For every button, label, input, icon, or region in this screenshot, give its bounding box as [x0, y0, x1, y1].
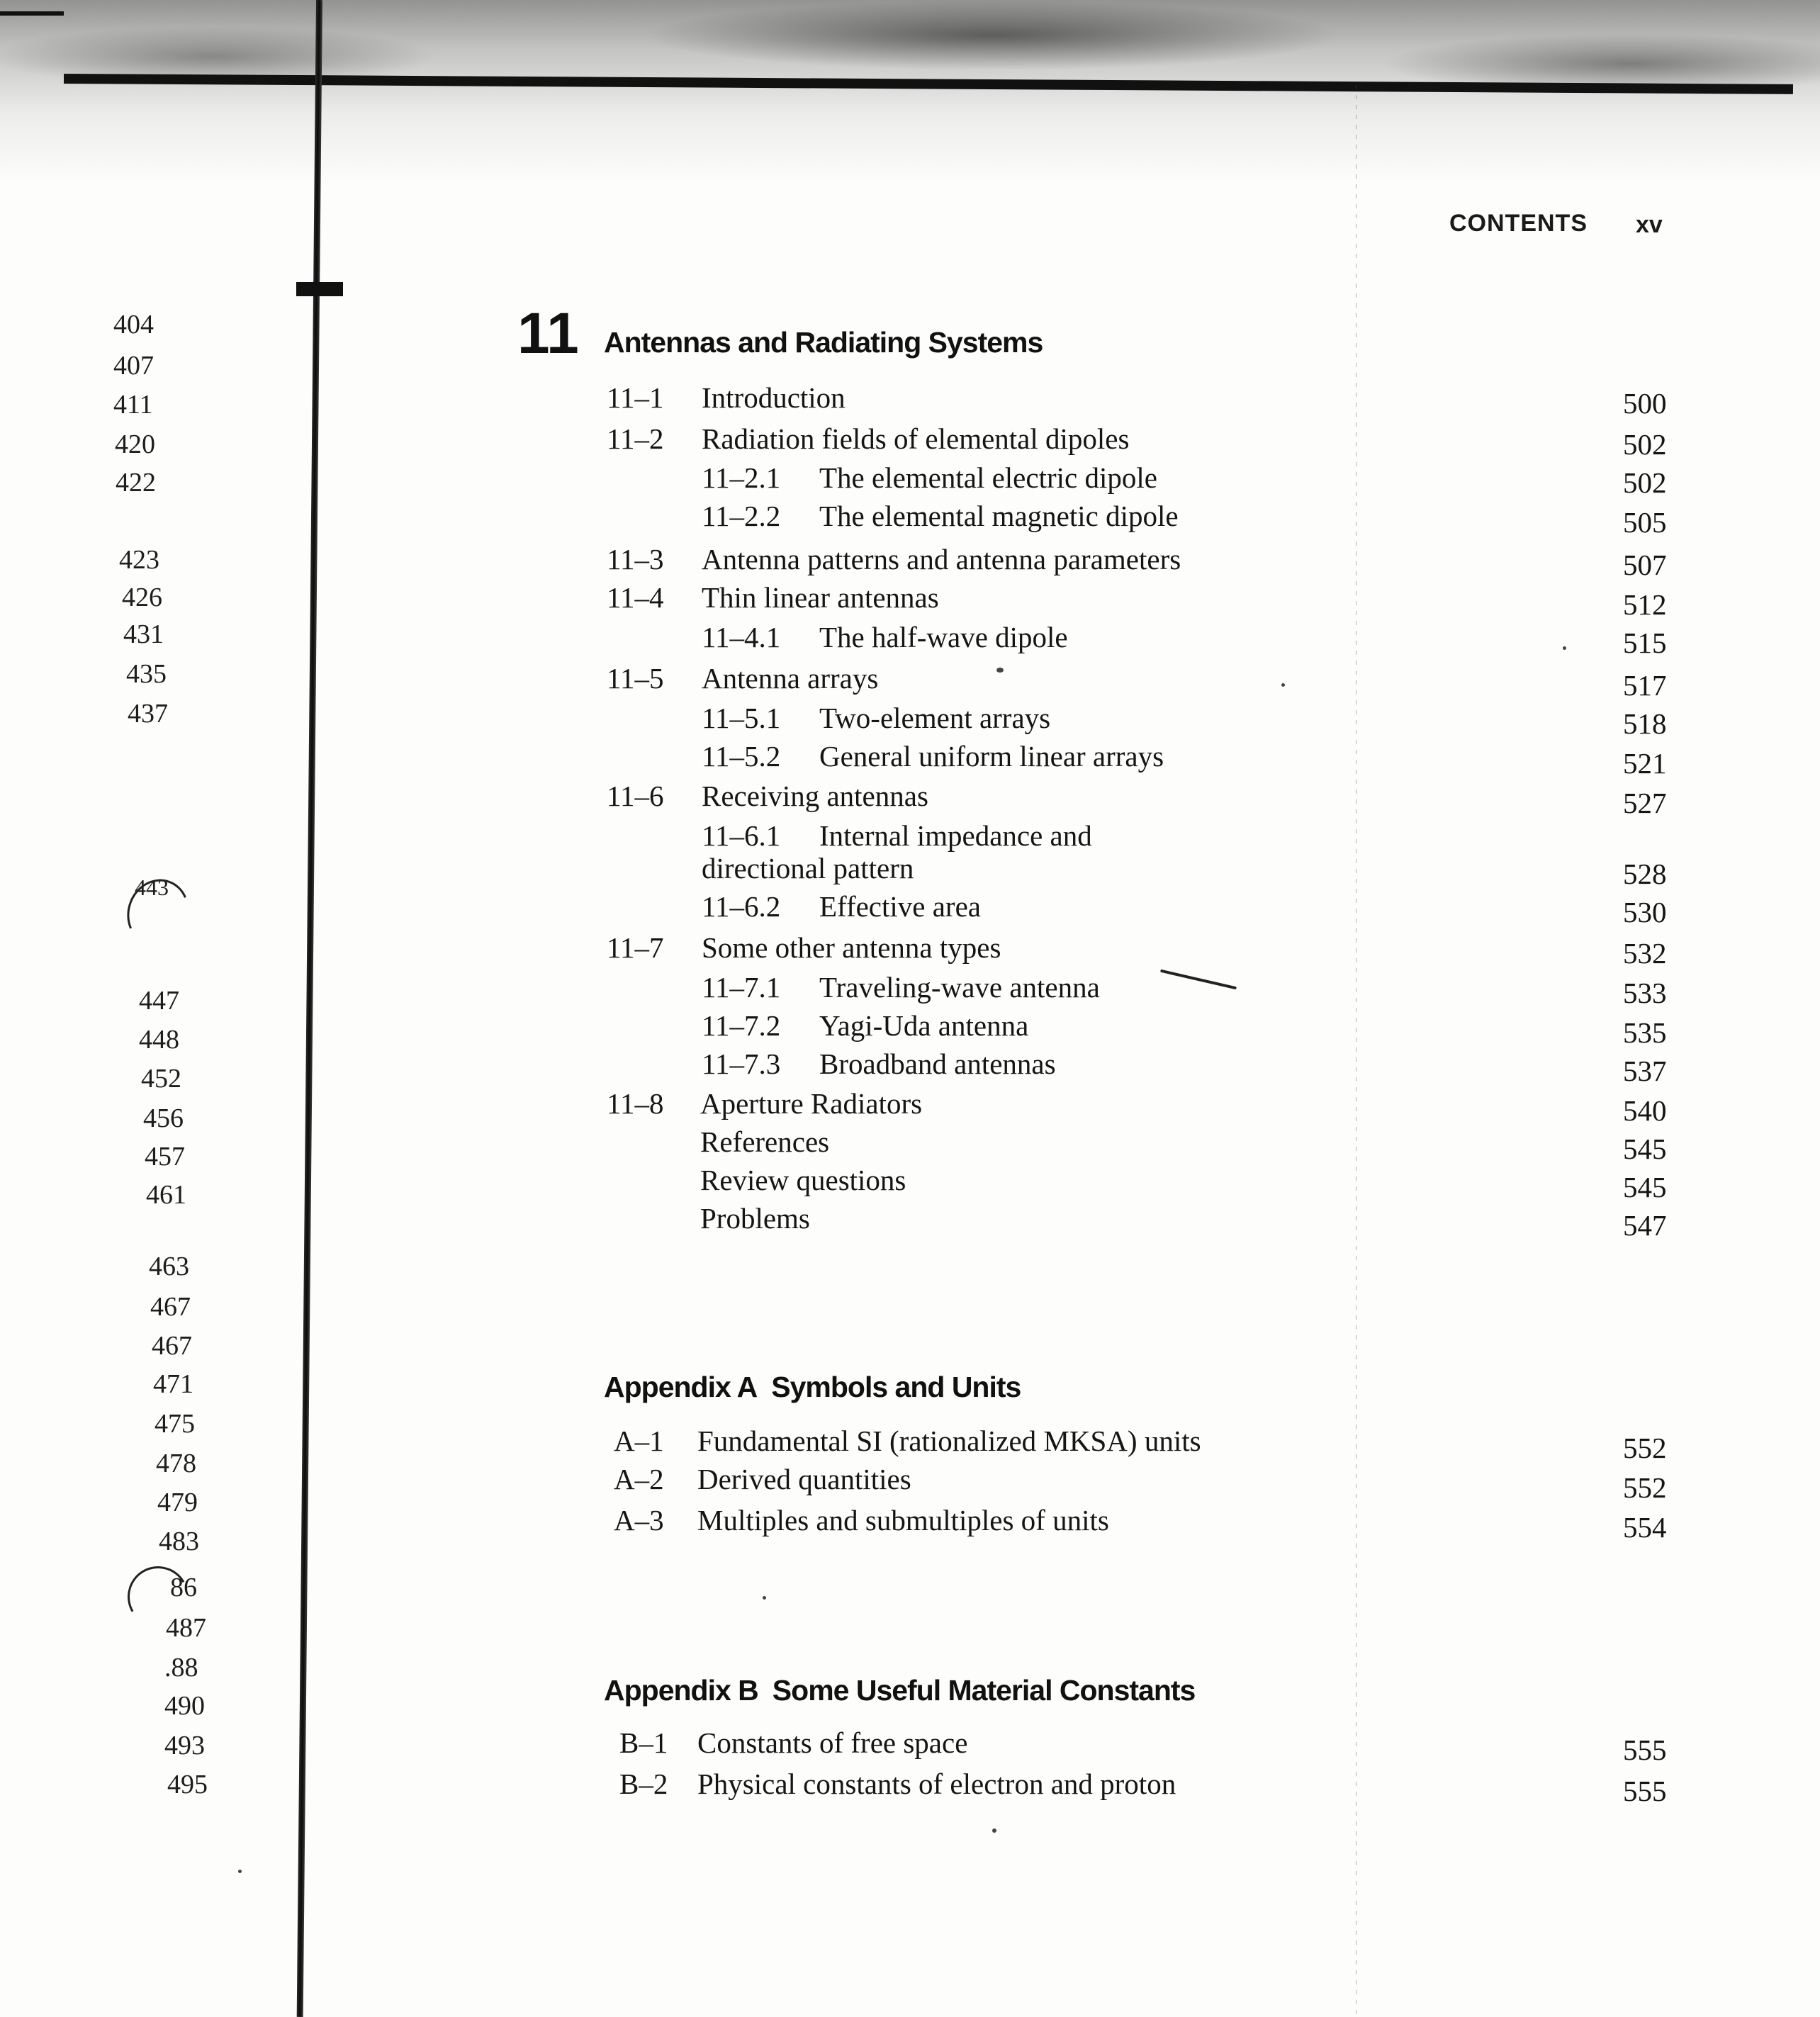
appendix-b-label: Appendix B — [604, 1674, 758, 1707]
appendix-entry-page: 555 — [1623, 1775, 1667, 1807]
section-page: 528 — [1623, 858, 1667, 890]
appendix-a-heading — [604, 1371, 1021, 1404]
margin-number: 456 — [143, 1103, 184, 1133]
margin-number: 452 — [141, 1064, 181, 1094]
subsection-number: 11–4.1 — [702, 621, 781, 653]
subsection-number: 11–6.2 — [702, 890, 781, 923]
page-folio: xv — [1636, 211, 1663, 238]
subsection-title: General uniform linear arrays — [819, 740, 1164, 772]
appendix-entry-number: B–2 — [619, 1768, 668, 1800]
margin-number: 407 — [113, 351, 154, 381]
subsection-number: 11–5.1 — [702, 702, 781, 734]
appendix-entry-title: Fundamental SI (rationalized MKSA) units — [697, 1425, 1201, 1457]
section-number: 11–5 — [607, 662, 664, 695]
corner-mark — [0, 11, 64, 16]
section-number: 11–2 — [607, 422, 664, 455]
section-number: 11–4 — [607, 581, 664, 614]
margin-number: 463 — [149, 1252, 189, 1281]
section-page: 515 — [1623, 627, 1667, 659]
subsection-number: 11–2.1 — [702, 461, 781, 494]
margin-number: 86 — [170, 1573, 197, 1602]
section-number: 11–7 — [607, 931, 664, 964]
margin-number: 471 — [153, 1369, 193, 1399]
subsection-title: Broadband antennas — [819, 1047, 1056, 1080]
margin-number: 487 — [166, 1613, 206, 1643]
appendix-a-label: Appendix A — [604, 1371, 758, 1403]
scan-speck — [1281, 683, 1285, 687]
section-page: 535 — [1623, 1016, 1667, 1049]
scan-speck — [992, 1828, 996, 1833]
section-title: Aperture Radiators — [700, 1087, 923, 1120]
section-page: 517 — [1623, 669, 1667, 702]
margin-number: 493 — [164, 1731, 205, 1760]
section-page: 521 — [1623, 747, 1667, 780]
scan-speck — [1563, 646, 1566, 650]
section-page: 518 — [1623, 707, 1667, 740]
appendix-entry-number: A–2 — [614, 1463, 664, 1495]
appendix-entry-number: B–1 — [619, 1726, 668, 1759]
subsection-title: The elemental electric dipole — [819, 461, 1157, 494]
margin-number: 448 — [139, 1025, 179, 1055]
margin-number: 467 — [150, 1292, 191, 1322]
scan-speck — [763, 1596, 766, 1600]
scan-speck — [996, 668, 1004, 673]
subsection-number: 11–2.2 — [702, 500, 781, 532]
section-title: Antenna arrays — [702, 662, 879, 695]
margin-number: 475 — [155, 1409, 195, 1439]
margin-number: 490 — [164, 1691, 205, 1721]
gutter-tick — [296, 282, 343, 296]
margin-number: 435 — [126, 659, 167, 689]
section-number: 11–6 — [607, 780, 664, 812]
binding-gutter-line — [297, 0, 322, 2017]
section-page: 500 — [1623, 387, 1667, 420]
margin-number: 495 — [167, 1770, 208, 1799]
appendix-entry-page: 552 — [1623, 1432, 1667, 1464]
margin-number: 479 — [157, 1488, 198, 1517]
section-title: Review questions — [700, 1164, 906, 1196]
subsection-title: Internal impedance and directional pattern — [702, 819, 1092, 884]
section-title: Thin linear antennas — [702, 581, 939, 614]
section-title: Problems — [700, 1202, 810, 1235]
margin-number: 422 — [116, 468, 156, 498]
pen-stroke-mark — [1160, 970, 1237, 990]
running-head: CONTENTS — [1449, 210, 1588, 237]
subsection-title: Effective area — [819, 890, 981, 923]
subsection-number: 11–6.1 — [702, 819, 781, 852]
section-page: 502 — [1623, 466, 1667, 499]
subsection-title: Yagi-Uda antenna — [819, 1009, 1029, 1042]
section-title: Introduction — [702, 381, 846, 414]
margin-number: 426 — [122, 583, 162, 612]
appendix-entry-number: A–3 — [614, 1504, 664, 1536]
section-title: References — [700, 1125, 830, 1158]
section-title: Antenna patterns and antenna parameters — [702, 543, 1181, 575]
section-title: Some other antenna types — [702, 931, 1001, 964]
appendix-entry-title: Derived quantities — [697, 1463, 911, 1495]
appendix-b-heading — [604, 1674, 1195, 1707]
section-page: 532 — [1623, 937, 1667, 970]
section-page: 537 — [1623, 1055, 1667, 1087]
appendix-entry-title: Constants of free space — [697, 1726, 968, 1759]
section-page: 505 — [1623, 506, 1667, 539]
section-page: 545 — [1623, 1133, 1667, 1165]
subsection-title: Two-element arrays — [819, 702, 1051, 734]
margin-number: 404 — [113, 310, 154, 339]
margin-number: 423 — [119, 545, 159, 575]
section-title: Receiving antennas — [702, 780, 928, 812]
section-page: 530 — [1623, 896, 1667, 928]
margin-number: 447 — [139, 986, 179, 1016]
appendix-b-title: Some Useful Material Constants — [772, 1674, 1196, 1707]
subsection-number: 11–7.2 — [702, 1009, 781, 1042]
margin-number: .88 — [164, 1653, 198, 1682]
subsection-number: 11–7.3 — [702, 1047, 781, 1080]
section-title: Radiation fields of elemental dipoles — [702, 422, 1130, 455]
subsection-number: 11–5.2 — [702, 740, 781, 772]
appendix-entry-page: 555 — [1623, 1734, 1667, 1766]
scan-speck — [238, 1870, 242, 1873]
section-page: 533 — [1623, 977, 1667, 1009]
margin-number: 483 — [159, 1527, 199, 1556]
section-page: 512 — [1623, 588, 1667, 621]
section-page: 527 — [1623, 787, 1667, 819]
appendix-a-title: Symbols and Units — [771, 1371, 1021, 1403]
subsection-number: 11–7.1 — [702, 971, 781, 1004]
margin-number: 461 — [146, 1180, 186, 1210]
chapter-number: 11 — [517, 301, 579, 366]
margin-number: 478 — [156, 1449, 196, 1478]
margin-number: 411 — [113, 390, 153, 420]
subsection-title: Traveling-wave antenna — [819, 971, 1100, 1004]
section-number: 11–8 — [607, 1087, 664, 1120]
appendix-entry-number: A–1 — [614, 1425, 664, 1457]
margin-number: 420 — [115, 429, 155, 459]
section-number: 11–1 — [607, 381, 664, 414]
appendix-entry-page: 554 — [1623, 1511, 1667, 1544]
margin-number: 443 — [135, 875, 169, 900]
section-page: 540 — [1623, 1094, 1667, 1127]
section-page: 502 — [1623, 428, 1667, 461]
section-page: 547 — [1623, 1209, 1667, 1242]
appendix-entry-title: Multiples and submultiples of units — [697, 1504, 1109, 1536]
appendix-entry-title: Physical constants of electron and proton — [697, 1768, 1176, 1800]
section-page: 545 — [1623, 1171, 1667, 1203]
margin-number: 437 — [128, 699, 168, 729]
margin-number: 431 — [123, 619, 164, 649]
section-number: 11–3 — [607, 543, 664, 575]
subsection-title: The half-wave dipole — [819, 621, 1068, 653]
subsection-title: The elemental magnetic dipole — [819, 500, 1179, 532]
pen-circle-mark — [118, 870, 198, 955]
appendix-entry-page: 552 — [1623, 1471, 1667, 1504]
margin-number: 467 — [152, 1331, 192, 1361]
section-page: 507 — [1623, 549, 1667, 581]
margin-number: 457 — [145, 1142, 185, 1172]
chapter-title: Antennas and Radiating Systems — [604, 326, 1043, 359]
